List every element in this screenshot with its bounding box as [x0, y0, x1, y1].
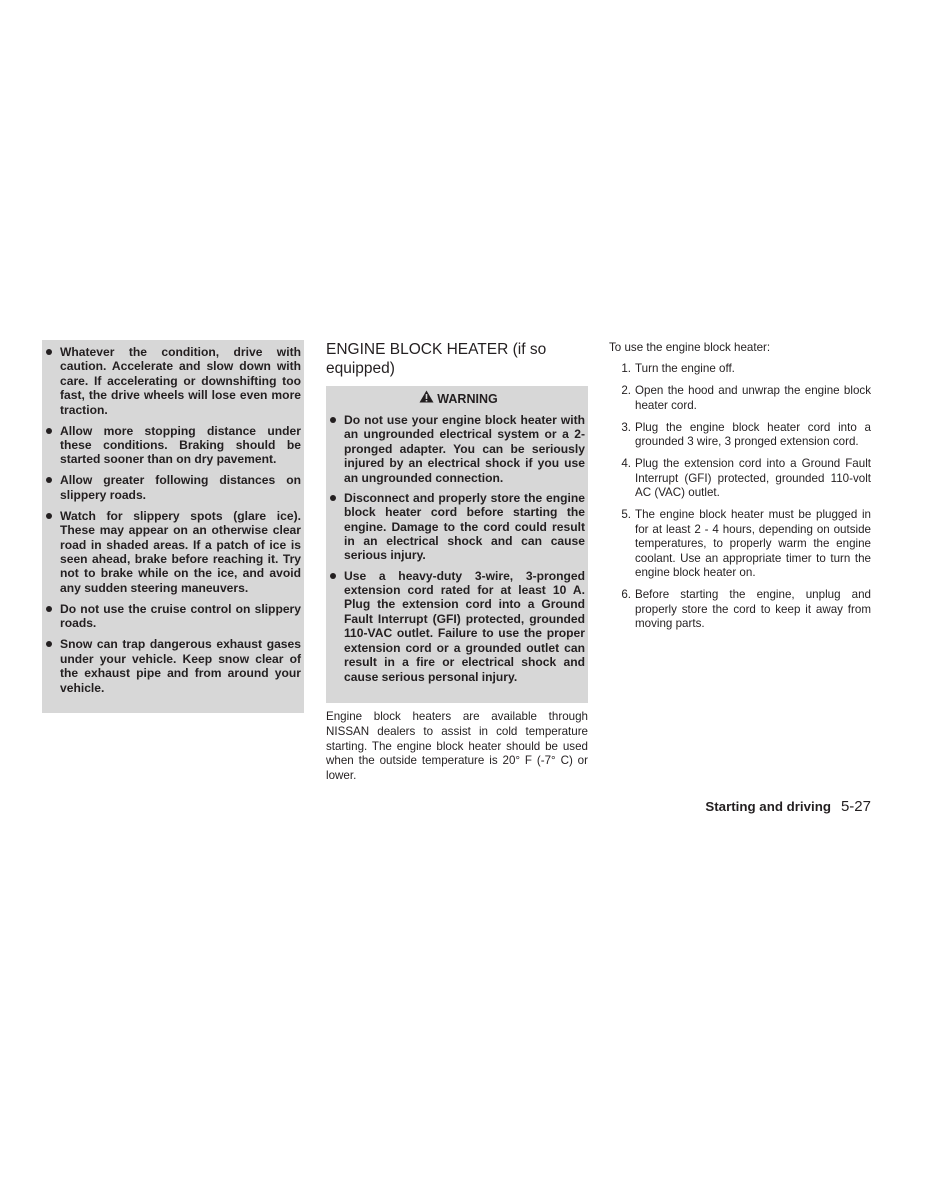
warning-item: Use a heavy-duty 3-wire, 3-pronged extension cord rated for at least 10 A. Plug the extension cord into a Ground Fault Interrupt (GFI) protected, grounded 110-VAC outlet. Failure to use the proper extension cord or a grounded outlet can result in a fire or electrical shock and cause serious personal injury.	[332, 569, 585, 684]
step-item: 6. Before starting the engine, unplug and properly store the cord to keep it away from moving parts.	[621, 588, 871, 630]
step-item: 1. Turn the engine off.	[621, 362, 735, 375]
caution-list	[48, 345, 301, 695]
caution-item: Allow more stopping distance under these conditions. Braking should be started sooner than on dry pavement.	[48, 424, 301, 467]
warning-triangle-icon	[419, 390, 434, 407]
warning-item: Do not use your engine block heater with an ungrounded electrical system or a 2-pronged adapter. You can be seriously injured by an electrical shock if you use an ungrounded connection.	[332, 413, 585, 485]
section-title: ENGINE BLOCK HEATER (if so equipped)	[326, 341, 547, 377]
caution-box	[42, 340, 304, 713]
warning-label: WARNING	[437, 391, 498, 406]
step-item: 2. Open the hood and unwrap the engine block heater cord.	[621, 384, 871, 412]
caution-item: Snow can trap dangerous exhaust gases under your vehicle. Keep snow clear of the exhaust pipe and from around your vehicle.	[48, 637, 301, 695]
page-footer	[705, 798, 871, 816]
page-number: 5-27	[840, 798, 871, 815]
caution-item: Do not use the cruise control on slippery roads.	[48, 602, 301, 631]
warning-list	[332, 413, 585, 684]
step-item: 5. The engine block heater must be plugged in for at least 2 - 4 hours, depending on outside temperatures, to properly warm the engine coolant. Use an appropriate timer to turn the engine block heater on.	[621, 508, 871, 579]
body-paragraph: Engine block heaters are available through NISSAN dealers to assist in cold temperature starting. The engine block heater should be used when the outside temperature is 20° F (-7° C) or lower.	[326, 710, 588, 783]
caution-item: Allow greater following distances on slippery roads.	[48, 473, 301, 502]
caution-item: Whatever the condition, drive with caution. Accelerate and slow down with care. If accelerating or downshifting too fast, the drive wheels will lose even more traction.	[48, 345, 301, 417]
footer-section-title: Starting and driving	[705, 799, 831, 814]
step-item: 3. Plug the engine block heater cord into a grounded 3 wire, 3 pronged extension cord.	[621, 420, 871, 448]
warning-box	[326, 386, 588, 703]
warning-header	[332, 390, 585, 407]
step-item: 4. Plug the extension cord into a Ground Fault Interrupt (GFI) protected, grounded 110-volt AC (VAC) outlet.	[621, 457, 871, 499]
warning-item: Disconnect and properly store the engine block heater cord before starting the engine. Damage to the cord could result in an electrical shock and can cause serious injury.	[332, 491, 585, 563]
steps-intro: To use the engine block heater:	[609, 341, 771, 354]
steps-list	[609, 362, 871, 639]
caution-item: Watch for slippery spots (glare ice). These may appear on an otherwise clear road in shaded areas. If a patch of ice is seen ahead, brake before reaching it. Try not to brake while on the ice, and avoid any sudden steering maneuvers.	[48, 509, 301, 595]
